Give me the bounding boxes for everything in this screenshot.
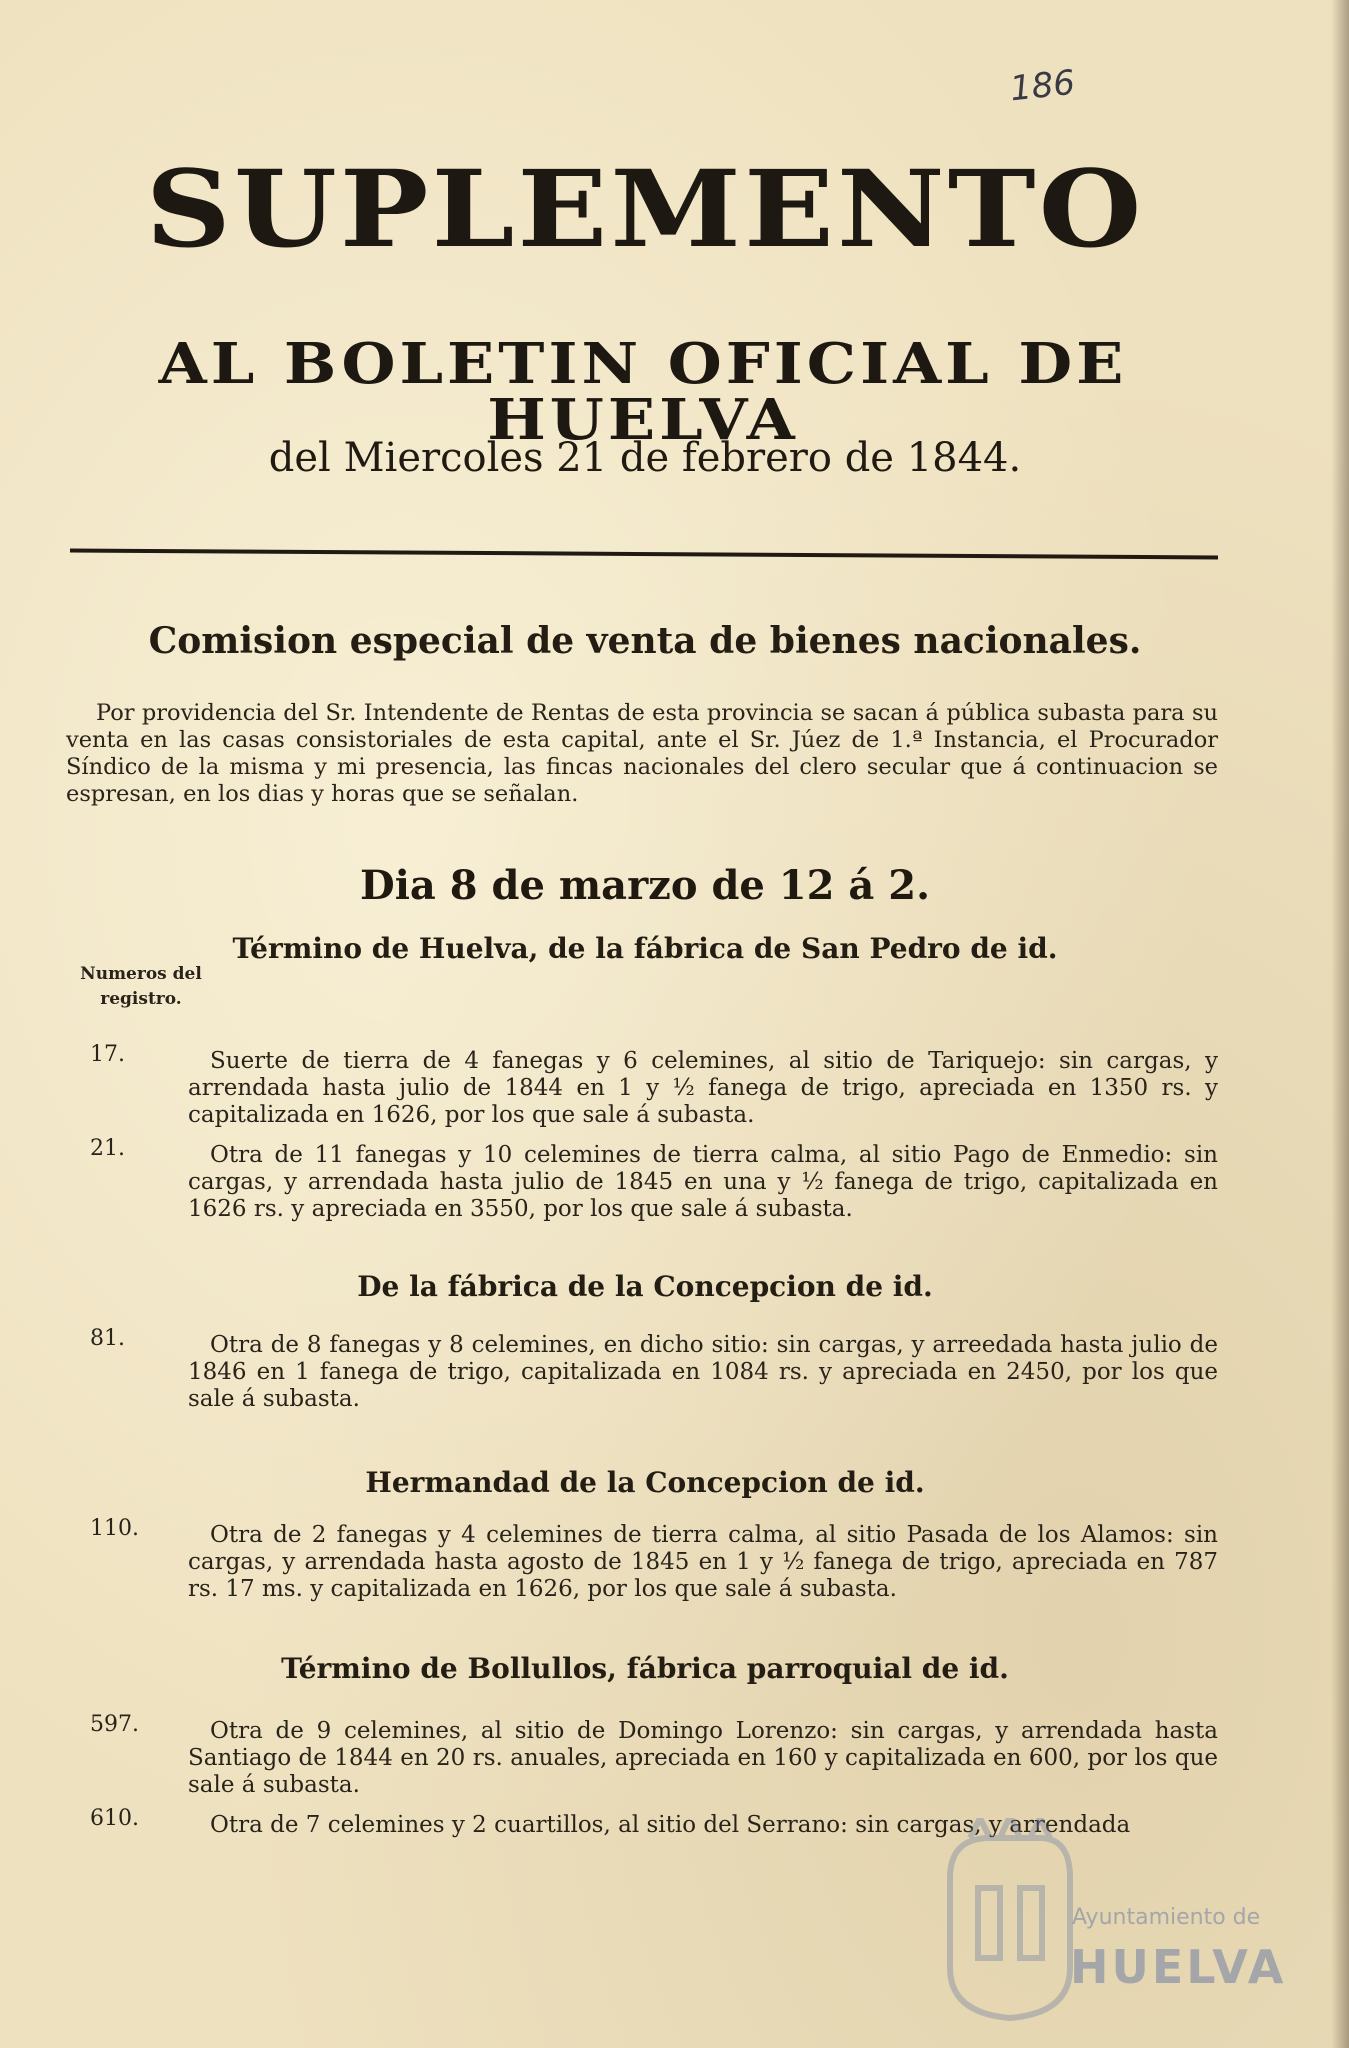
header-rule — [70, 548, 1218, 559]
watermark-top-text: Ayuntamiento de — [1072, 1905, 1261, 1930]
entry-number: 597. — [90, 1712, 139, 1737]
register-entry — [70, 1516, 1218, 1603]
group-heading: Término de Huelva, de la fábrica de San Pedro de id. — [232, 932, 1058, 965]
register-entry — [70, 1042, 1218, 1129]
entry-text: Otra de 9 celemines, al sitio de Domingo Lorenzo: sin cargas, y arrendada hasta Santiago de 1844 en 20 rs. anuales, apreciada en 160 y capitalizada en 600, por los que sale á subasta. — [188, 1718, 1218, 1798]
intro-paragraph: Por providencia del Sr. Intendente de Rentas de esta provincia se sacan á pública subasta para su venta en las casas consistoriales de esta capital, ante el Sr. Júez de 1.ª Instancia, el Procurador Síndico de la misma y mi presencia, las fincas nacionales del clero secular que á continuacion se espresan, en los dias y horas que se señalan. — [66, 700, 1218, 807]
register-entry — [70, 1326, 1218, 1413]
document-title: SUPLEMENTO — [145, 146, 1145, 272]
watermark-city-text: HUELVA — [1070, 1940, 1287, 1994]
entry-number: 81. — [90, 1326, 125, 1351]
register-entry — [70, 1712, 1218, 1799]
entry-number: 610. — [90, 1806, 139, 1831]
group-heading: De la fábrica de la Concepcion de id. — [357, 1270, 933, 1303]
entry-text: Otra de 11 fanegas y 10 celemines de tierra calma, al sitio Pago de Enmedio: sin cargas, y arrendada hasta julio de 1845 en una y ½ fanega de trigo, capitalizada en 1626 rs. y apreciada en 3550, por los que sale á subasta. — [188, 1142, 1218, 1222]
entry-text: Otra de 2 fanegas y 4 celemines de tierra calma, al sitio Pasada de los Alamos: sin cargas, y arrendada hasta agosto de 1845 en 1 y ½ fanega de trigo, apreciada en 787 rs. 17 ms. y capitalizada en 1626, por los que sale á subasta. — [188, 1522, 1218, 1602]
entry-number: 17. — [90, 1042, 125, 1067]
entry-number: 21. — [90, 1136, 125, 1161]
page-edge-shadow — [1331, 0, 1349, 2048]
handwritten-page-number: 186 — [1008, 62, 1077, 110]
registry-column-label: Numeros del registro. — [80, 964, 202, 1009]
entry-text: Otra de 7 celemines y 2 cuartillos, al sitio del Serrano: sin cargas, y arrendada — [210, 1812, 1131, 1838]
entry-text: Otra de 8 fanegas y 8 celemines, en dicho sitio: sin cargas, y arreedada hasta julio de 1846 en 1 fanega de trigo, capitalizada en 1084 rs. y apreciada en 2450, por los que sale á subasta. — [188, 1332, 1218, 1412]
entry-text: Suerte de tierra de 4 fanegas y 6 celemines, al sitio de Tariquejo: sin cargas, y arrendada hasta julio de 1844 en 1 y ½ fanega de trigo, apreciada en 1350 rs. y capitalizada en 1626, por los que sale á subasta. — [188, 1048, 1218, 1128]
section-title: Comision especial de venta de bienes nacionales. — [148, 620, 1142, 662]
group-heading: Término de Bollullos, fábrica parroquial de id. — [281, 1652, 1009, 1685]
entry-number: 110. — [90, 1516, 139, 1541]
day-heading: Dia 8 de marzo de 12 á 2. — [360, 862, 930, 909]
document-dateline: del Miercoles 21 de febrero de 1844. — [268, 435, 1022, 481]
register-entry — [70, 1136, 1218, 1223]
group-heading: Hermandad de la Concepcion de id. — [365, 1466, 925, 1499]
document-subtitle: AL BOLETIN OFICIAL DE HUELVA — [158, 330, 1128, 453]
